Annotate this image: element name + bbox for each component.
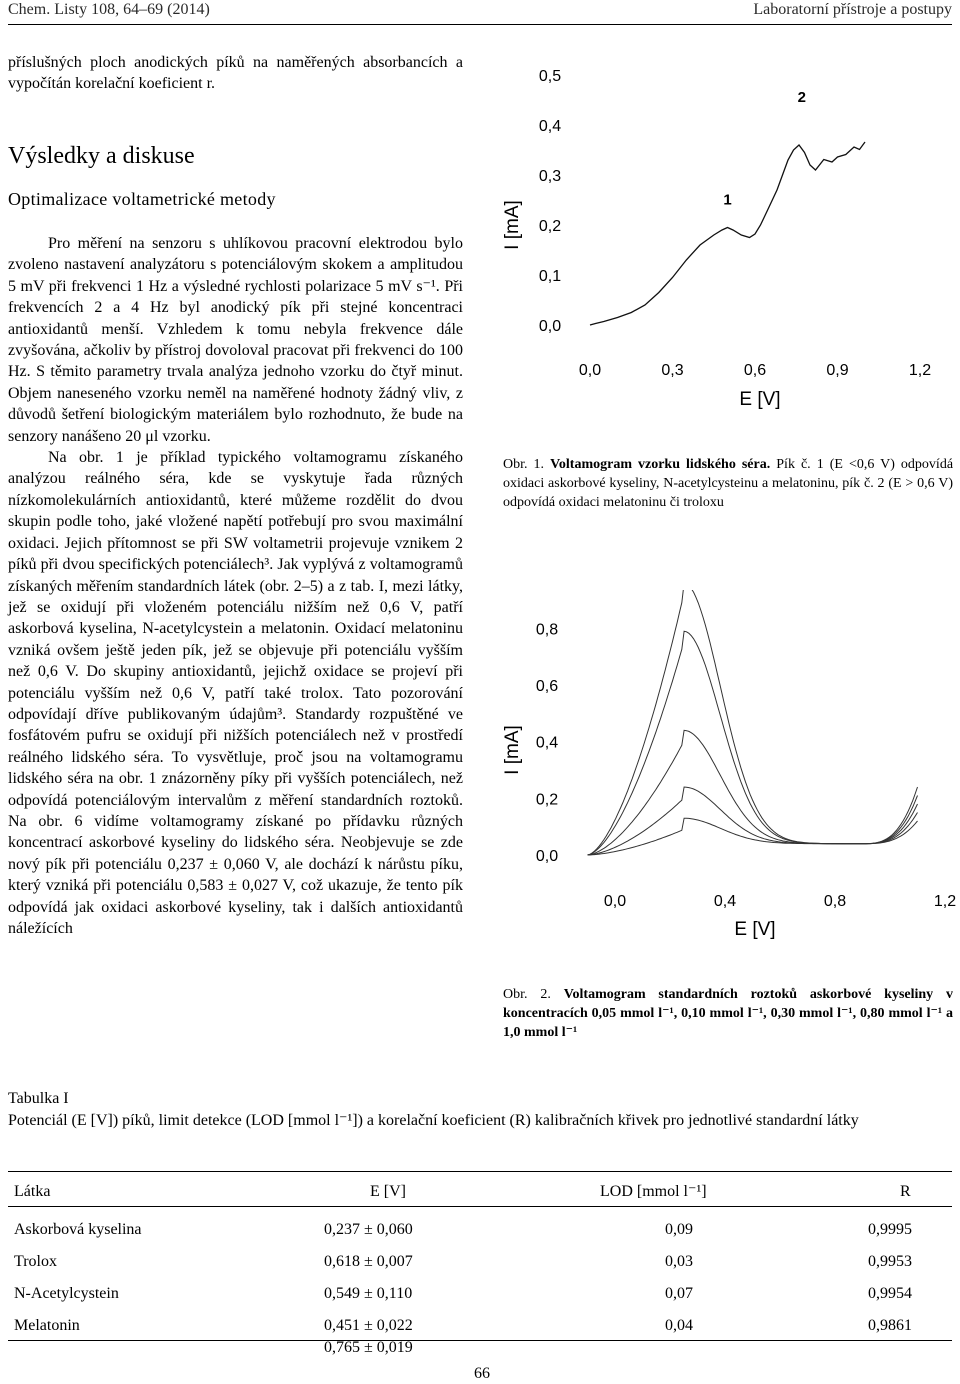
figure-2-chart (490, 590, 960, 950)
cell-potential (304, 1312, 600, 1358)
table-top-rule (8, 1171, 952, 1172)
x-tick-label: 0,0 (578, 362, 602, 379)
cell-r: 0,9861 (868, 1317, 912, 1334)
table-row (14, 1248, 954, 1280)
x-tick-label: 0,0 (603, 893, 627, 910)
section-title: Výsledky a diskuse (8, 143, 195, 169)
cell-lod: 0,07 (665, 1285, 693, 1302)
intro-text: příslušných ploch anodických píků na naměřených absorbancích a vypočítán korelační koeficient r. (8, 54, 463, 93)
x-tick-label: 0,8 (823, 893, 847, 910)
cell-substance: N-Acetylcystein (14, 1285, 119, 1302)
cell-r: 0,9995 (868, 1221, 912, 1238)
caption-text: Voltamogram standardních roztoků askorbové kyseliny v koncentracích 0,05 mmol l⁻¹, 0,10 mmol l⁻¹, 0,30 mmol l⁻¹, 0,80 mmol l⁻¹ a 1,0 mmol l⁻¹ (503, 987, 954, 1040)
voltammogram-line (588, 787, 918, 855)
y-tick-label: 0,0 (538, 318, 562, 335)
table-label: Tabulka I (8, 1090, 69, 1107)
cell-potential: 0,618 ± 0,007 (324, 1253, 413, 1270)
y-tick-label: 0,3 (538, 168, 562, 185)
table-header-row (14, 1178, 954, 1210)
y-tick-label: 0,8 (535, 621, 559, 639)
caption-label: Obr. 2. (503, 987, 551, 1002)
table-bottom-rule (8, 1340, 952, 1341)
peak-label: 2 (797, 89, 806, 106)
y-tick-label: 0,6 (535, 678, 559, 695)
x-tick-label: 1,2 (908, 362, 932, 379)
paragraph-2: Na obr. 1 je příklad typického voltamogramu získaného analýzou reálného séra, kde se vyskytuje řada různých nízkomolekulárních antioxidantů, které můžeme rozdělit do dvou skupin podle toho, jaké vložené napětí potřebují pro svou maximální oxidaci. Jejich přítomnost se při SW voltametrii projevuje vznikem 2 píků při dvou specifických potenciálech³. Jak vyplývá z voltamogramů získaných měřením standardních látek (obr. 2–5) a z tab. I, mezi látky, jež se oxidují při vloženém potenciálu nižším než 0,6 V, patří askorbová kyselina, N-acetylcystein a melatonin. Oxidací melatoninu vzniká ovšem ještě jeden pík, jež se objevuje při potenciálu vyšším než 0,6 V. Do skupiny antioxidantů, jejichž oxidace se projeví při potenciálu vyšším než 0,6 V, patří také trolox. Tato pozorování odpovídají dříve publikovaným údajům³. Standardy rozpuštěné ve fosfátovém pufru se oxidují při nižších potenciálech než v prostředí reálného lidského séra. To vysvětluje, proč jsou na voltamogramu lidského séra na obr. 1 znázorněny píky při vyšších potenciálech, než odpovídá potenciálovým intervalům z měření standardních roztoků. Na obr. 6 vidíme voltamogramy získané po přídavku různých koncentrací askorbové kyseliny do lidského séra. Neobjevuje se zde nový pík při potenciálu 0,237 ± 0,060 V, ale dochází k nárůstu píku, který vzniká při potenciálu 0,583 ± 0,027 V, což ukazuje, že tento pík odpovídá jak oxidaci askorbové kyseliny, tak i dalších antioxidantů náležících (8, 449, 463, 937)
page-number: 66 (474, 1365, 490, 1382)
cell-lod: 0,04 (665, 1317, 693, 1334)
data-table (14, 1178, 954, 1358)
paragraph-1: Pro měření na senzoru s uhlíkovou pracovní elektrodou bylo zvoleno nastavení analyzátoru s potenciálovým skokem a amplitudou 5 mV při frekvenci 1 Hz a výsledné rychlosti polarizace 5 mV s⁻¹. Při frekvencích 2 a 4 Hz byl anodický pík při stejné koncentraci antioxidantů menší. Vzhledem k tomu nebyla frekvence dále zvyšována, ačkoliv by přístroj dovoloval pracovat při frekvenci do 100 Hz. S těmito parametry trvala analýza jednoho vzorku do čtyř minut. Objem naneseného vzorku neměl na naměřené hodnoty žádný vliv, z důvodů šetření biologickým materiálem bylo rozhodnuto, že bude na senzory nanášeno 20 μl vzorku. (8, 235, 463, 445)
y-axis-label: I [mA] (502, 200, 523, 250)
voltammogram-line (588, 631, 918, 855)
cell-potential-2: 0,765 ± 0,019 (324, 1339, 413, 1356)
header-cell: E [V] (370, 1183, 406, 1200)
figure-2-caption (503, 985, 953, 1042)
x-axis-label: E [V] (734, 919, 776, 940)
serum-voltammogram-line (590, 142, 865, 325)
header-cell: LOD [mmol l⁻¹] (600, 1183, 707, 1200)
y-tick-label: 0,5 (538, 68, 562, 85)
table-caption-text: Potenciál (E [V]) píků, limit detekce (LOD [mmol l⁻¹]) a korelační koeficient (R) kalibračních křivek pro jednotlivé standardní látky (8, 1112, 859, 1129)
table-row (14, 1216, 954, 1248)
cell-potential-1: 0,451 ± 0,022 (324, 1317, 413, 1334)
cell-potential: 0,549 ± 0,110 (324, 1285, 413, 1302)
voltammogram-line (588, 730, 918, 855)
x-tick-label: 0,9 (826, 362, 849, 379)
x-tick-label: 0,6 (743, 362, 767, 379)
x-tick-label: 1,2 (933, 893, 957, 910)
subsection-title: Optimalizace voltametrické metody (8, 189, 276, 209)
cell-substance: Melatonin (14, 1317, 80, 1334)
cell-r: 0,9953 (868, 1253, 912, 1270)
peak-label: 1 (723, 191, 732, 209)
caption-label: Obr. 1. (503, 457, 545, 472)
y-tick-label: 0,1 (538, 268, 562, 285)
cell-substance: Askorbová kyselina (14, 1221, 142, 1238)
caption-title: Voltamogram vzorku lidského séra. (550, 457, 771, 472)
x-axis-label: E [V] (739, 389, 781, 410)
caption-text: Pík č. 1 (E <0,6 V) odpovídá oxidaci askorbové kyseliny, N-acetylcysteinu a melatoninu, pík č. 2 (E > 0,6 V) odpovídá oxidaci melatoninu či troloxu (503, 457, 954, 510)
cell-substance: Trolox (14, 1253, 57, 1270)
journal-header: Chem. Listy 108, 64–69 (2014) (8, 1, 210, 18)
x-tick-label: 0,3 (661, 362, 684, 379)
cell-r: 0,9954 (868, 1285, 912, 1302)
table-row (14, 1312, 954, 1358)
cell-lod: 0,09 (665, 1221, 693, 1238)
y-axis-label: I [mA] (502, 725, 523, 775)
table-caption (8, 1110, 952, 1131)
section-header: Laboratorní přístroje a postupy (753, 1, 952, 18)
y-tick-label: 0,0 (535, 848, 559, 865)
header-cell: R (900, 1183, 911, 1200)
y-tick-label: 0,4 (535, 734, 559, 752)
cell-potential: 0,237 ± 0,060 (324, 1221, 413, 1238)
table-row (14, 1280, 954, 1312)
voltammogram-line (588, 818, 918, 855)
header-cell: Látka (14, 1183, 51, 1200)
header-rule (8, 24, 952, 25)
cell-lod: 0,03 (665, 1253, 693, 1270)
figure-1-caption (503, 455, 953, 512)
intro-paragraph (8, 52, 463, 95)
y-tick-label: 0,2 (535, 791, 559, 809)
y-tick-label: 0,2 (538, 218, 562, 235)
y-tick-label: 0,4 (538, 118, 562, 135)
x-tick-label: 0,4 (713, 893, 737, 910)
figure-1-chart (490, 55, 960, 415)
main-text (8, 233, 463, 939)
